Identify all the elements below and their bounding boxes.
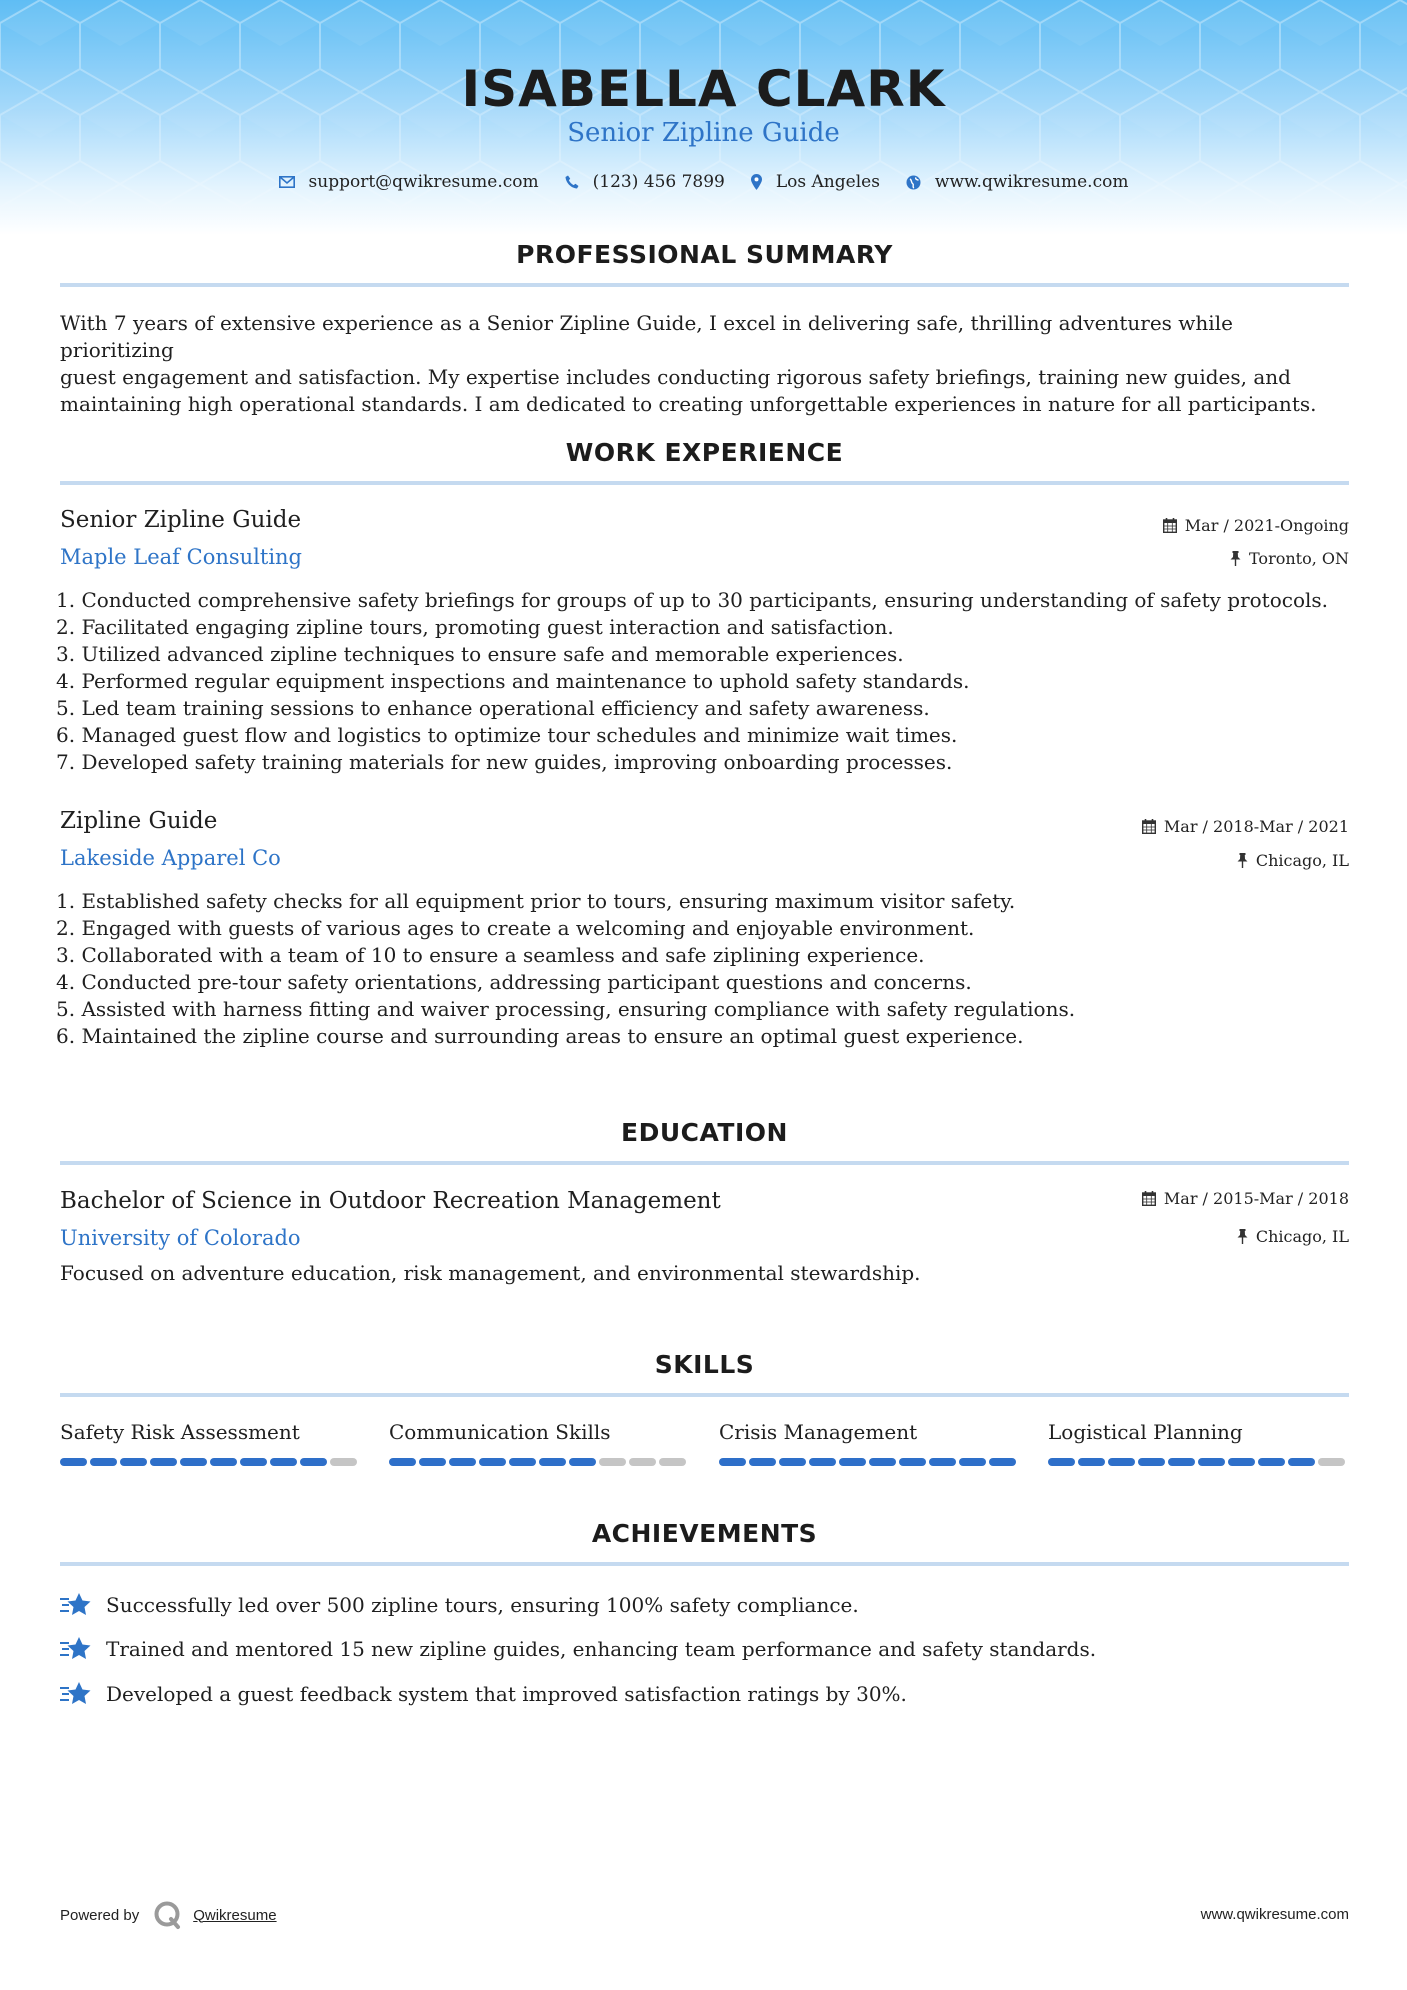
skill-level-segment xyxy=(1168,1458,1195,1466)
job-location xyxy=(1237,851,1349,870)
education-dates-text: Mar / 2015-Mar / 2018 xyxy=(1163,1189,1349,1208)
education-location xyxy=(1237,1227,1349,1246)
qwikresume-logo-icon xyxy=(153,1900,183,1930)
skill-name: Crisis Management xyxy=(719,1420,918,1444)
school-name: University of Colorado xyxy=(60,1226,301,1250)
skill-level-segment xyxy=(270,1458,297,1466)
skill-level-segment xyxy=(719,1458,746,1466)
globe-icon xyxy=(906,175,921,190)
map-marker-icon xyxy=(751,174,762,190)
skill-level-segment xyxy=(929,1458,956,1466)
list-item: 1. Established safety checks for all equipment prior to tours, ensuring maximum visitor safety. xyxy=(56,889,1016,913)
email-text: support@qwikresume.com xyxy=(308,172,539,192)
skill-level-segment xyxy=(989,1458,1016,1466)
skill-level-bar xyxy=(389,1458,689,1466)
achievement-text: Trained and mentored 15 new zipline guides, enhancing team performance and safety standards. xyxy=(106,1637,1097,1661)
skill-level-segment xyxy=(330,1458,357,1466)
header-banner xyxy=(0,0,1407,235)
list-item: 1. Conducted comprehensive safety briefings for groups of up to 30 participants, ensuring understanding of safety protocols. xyxy=(56,588,1329,612)
skill-level-segment xyxy=(419,1458,446,1466)
skill-level-segment xyxy=(779,1458,806,1466)
achievements-heading: ACHIEVEMENTS xyxy=(591,1519,818,1548)
job-dates-text: Mar / 2018-Mar / 2021 xyxy=(1163,817,1349,836)
brand-link[interactable]: Qwikresume xyxy=(193,1906,277,1924)
skill-level-segment xyxy=(869,1458,896,1466)
job-dates xyxy=(1142,817,1349,836)
pushpin-icon xyxy=(1237,853,1248,868)
job-dates-text: Mar / 2021-Ongoing xyxy=(1184,516,1349,535)
skill-level-segment xyxy=(1228,1458,1255,1466)
pushpin-icon xyxy=(1237,1229,1248,1244)
list-item: 4. Conducted pre-tour safety orientations, addressing participant questions and concerns. xyxy=(56,970,972,994)
skill-level-segment xyxy=(150,1458,177,1466)
summary-line: guest engagement and satisfaction. My expertise includes conducting rigorous safety briefings, training new guides, and xyxy=(60,365,1291,389)
summary-divider xyxy=(60,283,1349,287)
skill-level-segment xyxy=(389,1458,416,1466)
skill-level-segment xyxy=(1138,1458,1165,1466)
skill-level-bar xyxy=(719,1458,1019,1466)
skill-item xyxy=(60,1420,360,1466)
job-location-text: Toronto, ON xyxy=(1249,549,1349,568)
skill-level-segment xyxy=(899,1458,926,1466)
list-item: 3. Utilized advanced zipline techniques to ensure safe and memorable experiences. xyxy=(56,642,904,666)
list-item: 7. Developed safety training materials for new guides, improving onboarding processes. xyxy=(56,750,953,774)
achievement-item xyxy=(60,1636,1350,1662)
contact-email[interactable] xyxy=(279,172,539,192)
achievement-text: Successfully led over 500 zipline tours, ensuring 100% safety compliance. xyxy=(106,1593,859,1617)
skill-item xyxy=(389,1420,689,1466)
experience-heading: WORK EXPERIENCE xyxy=(565,438,844,467)
job-location xyxy=(1230,549,1349,568)
achievements-divider xyxy=(60,1562,1349,1566)
summary-text xyxy=(60,310,1350,418)
skill-level-segment xyxy=(449,1458,476,1466)
contact-phone[interactable] xyxy=(565,172,725,192)
education-dates xyxy=(1142,1189,1349,1208)
location-text: Los Angeles xyxy=(775,172,880,192)
job-responsibilities xyxy=(56,888,1356,1050)
contact-website[interactable] xyxy=(906,172,1129,192)
skill-level-segment xyxy=(629,1458,656,1466)
company-name: Lakeside Apparel Co xyxy=(60,846,281,870)
skill-level-segment xyxy=(599,1458,626,1466)
achievement-item xyxy=(60,1681,1350,1707)
skill-level-segment xyxy=(839,1458,866,1466)
phone-icon xyxy=(565,175,579,189)
calendar-icon xyxy=(1142,819,1156,834)
skill-name: Logistical Planning xyxy=(1048,1420,1243,1444)
list-item: 4. Performed regular equipment inspections and maintenance to uphold safety standards. xyxy=(56,669,970,693)
skill-level-segment xyxy=(60,1458,87,1466)
list-item: 5. Led team training sessions to enhance operational efficiency and safety awareness. xyxy=(56,696,930,720)
skill-level-segment xyxy=(659,1458,686,1466)
list-item: 5. Assisted with harness fitting and waiver processing, ensuring compliance with safety regulations. xyxy=(56,997,1076,1021)
job-title: Senior Zipline Guide xyxy=(60,507,302,533)
summary-line: maintaining high operational standards. I am dedicated to creating unforgettable experiences in nature for all participants. xyxy=(60,392,1317,416)
powered-by xyxy=(60,1900,277,1930)
skill-level-segment xyxy=(1318,1458,1345,1466)
powered-by-label: Powered by xyxy=(60,1906,140,1924)
list-item: 3. Collaborated with a team of 10 to ensure a seamless and safe ziplining experience. xyxy=(56,943,925,967)
skill-level-segment xyxy=(1108,1458,1135,1466)
skill-level-segment xyxy=(1258,1458,1285,1466)
job-dates xyxy=(1163,516,1349,535)
skill-level-segment xyxy=(809,1458,836,1466)
skill-level-segment xyxy=(210,1458,237,1466)
footer-website[interactable]: www.qwikresume.com xyxy=(1200,1906,1349,1923)
candidate-name: ISABELLA CLARK xyxy=(461,60,946,118)
skill-level-segment xyxy=(959,1458,986,1466)
skill-level-segment xyxy=(1078,1458,1105,1466)
skill-name: Communication Skills xyxy=(389,1420,611,1444)
contact-location xyxy=(751,172,880,192)
envelope-icon xyxy=(279,176,295,188)
summary-line: With 7 years of extensive experience as a Senior Zipline Guide, I excel in delivering safe, thrilling adventures while prioritizing xyxy=(60,311,1233,362)
skills-divider xyxy=(60,1393,1349,1397)
star-icon xyxy=(60,1636,92,1662)
job-responsibilities xyxy=(56,587,1356,776)
skill-level-segment xyxy=(509,1458,536,1466)
list-item: 2. Facilitated engaging zipline tours, promoting guest interaction and satisfaction. xyxy=(56,615,894,639)
star-icon xyxy=(60,1592,92,1618)
job-location-text: Chicago, IL xyxy=(1255,851,1349,870)
education-divider xyxy=(60,1161,1349,1165)
achievement-item xyxy=(60,1592,1350,1618)
skill-level-segment xyxy=(180,1458,207,1466)
summary-heading: PROFESSIONAL SUMMARY xyxy=(516,240,893,269)
skill-level-bar xyxy=(60,1458,360,1466)
skill-level-bar xyxy=(1048,1458,1348,1466)
skill-level-segment xyxy=(1288,1458,1315,1466)
degree-title: Bachelor of Science in Outdoor Recreation Management xyxy=(60,1188,721,1214)
list-item: 6. Maintained the zipline course and surrounding areas to ensure an optimal guest experience. xyxy=(56,1024,1024,1048)
contact-bar xyxy=(0,172,1407,192)
skill-level-segment xyxy=(749,1458,776,1466)
education-location-text: Chicago, IL xyxy=(1255,1227,1349,1246)
job-title: Zipline Guide xyxy=(60,808,218,834)
candidate-title: Senior Zipline Guide xyxy=(567,118,840,148)
calendar-icon xyxy=(1142,1191,1156,1206)
skill-item xyxy=(719,1420,1019,1466)
skill-name: Safety Risk Assessment xyxy=(60,1420,300,1444)
skill-level-segment xyxy=(1048,1458,1075,1466)
company-name: Maple Leaf Consulting xyxy=(60,545,303,569)
experience-divider xyxy=(60,481,1349,485)
skill-level-segment xyxy=(300,1458,327,1466)
skill-level-segment xyxy=(90,1458,117,1466)
skill-item xyxy=(1048,1420,1348,1466)
skill-level-segment xyxy=(240,1458,267,1466)
list-item: 6. Managed guest flow and logistics to optimize tour schedules and minimize wait times. xyxy=(56,723,958,747)
skill-level-segment xyxy=(1198,1458,1225,1466)
website-text: www.qwikresume.com xyxy=(934,172,1129,192)
list-item: 2. Engaged with guests of various ages to create a welcoming and enjoyable environment. xyxy=(56,916,975,940)
skills-heading: SKILLS xyxy=(654,1350,755,1379)
star-icon xyxy=(60,1681,92,1707)
education-description: Focused on adventure education, risk management, and environmental stewardship. xyxy=(60,1261,921,1285)
achievement-text: Developed a guest feedback system that improved satisfaction ratings by 30%. xyxy=(106,1682,907,1706)
skill-level-segment xyxy=(120,1458,147,1466)
calendar-icon xyxy=(1163,518,1177,533)
education-heading: EDUCATION xyxy=(621,1118,788,1147)
phone-text: (123) 456 7899 xyxy=(592,172,725,192)
skill-level-segment xyxy=(479,1458,506,1466)
skill-level-segment xyxy=(539,1458,566,1466)
skill-level-segment xyxy=(569,1458,596,1466)
pushpin-icon xyxy=(1230,551,1241,566)
